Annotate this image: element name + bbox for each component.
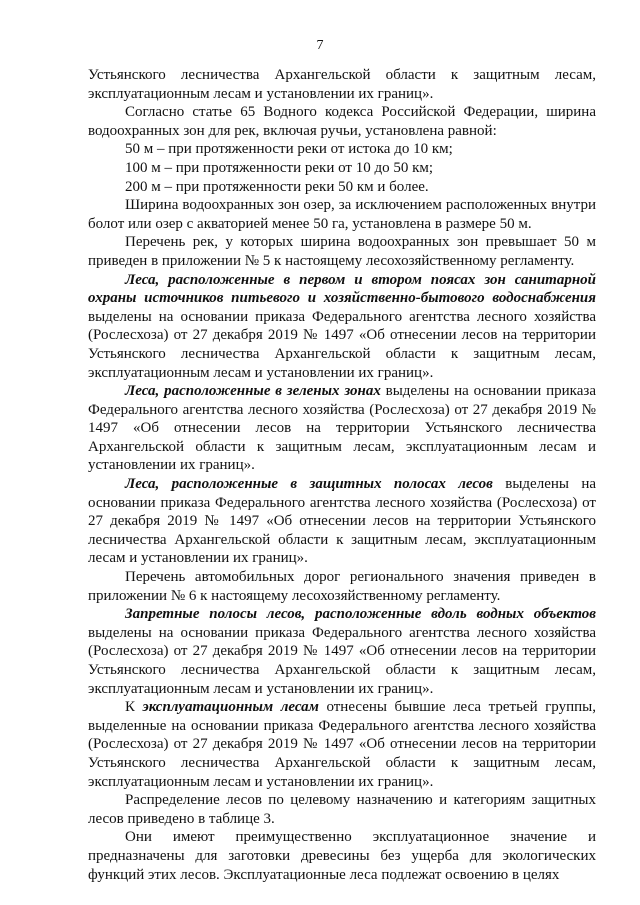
paragraph	[88, 475, 596, 568]
list-item	[88, 159, 596, 178]
emphasis: эксплуатационным лесам	[142, 699, 319, 716]
paragraph	[88, 233, 596, 270]
text-run: выделены на основании приказа Федерального агентства лесного хозяйства (Рослесхоза) от 27 декабря 2019 № 1497 «Об отнесении лесов на территории Устьянского лесничества Архангельской области к защитным лесам, эксплуатационным лесам и установлении их границ».	[88, 383, 596, 474]
text-run: Устьянского лесничества Архангельской области к защитным лесам, эксплуатационным лесам и установлении их границ».	[88, 67, 596, 102]
text-run: Перечень автомобильных дорог регионального значения приведен в приложении № 6 к настоящему лесохозяйственному регламенту.	[88, 569, 596, 604]
text-run: Ширина водоохранных зон озер, за исключением расположенных внутри болот или озер с акваторией менее 50 га, установлена в размере 50 м.	[88, 197, 596, 232]
emphasis: Запретные полосы лесов, расположенные вдоль водных объектов	[125, 606, 596, 623]
text-run: 100 м – при протяженности реки от 10 до 50 км;	[125, 159, 434, 176]
text-run: Распределение лесов по целевому назначению и категориям защитных лесов приведено в таблице 3.	[88, 792, 596, 827]
emphasis: Леса, расположенные в зеленых зонах	[125, 383, 381, 400]
paragraph	[88, 791, 596, 828]
emphasis: Леса, расположенные в первом и втором поясах зон санитарной охраны источников питьевого и хозяйственно-бытового водоснабжения	[88, 271, 596, 307]
paragraph	[88, 103, 596, 140]
text-run: выделены на основании приказа Федерального агентства лесного хозяйства (Рослесхоза) от 27 декабря 2019 № 1497 «Об отнесении лесов на территории Устьянского лесничества Архангельской области к защитным лесам, эксплуатационным лесам и установлении их границ».	[88, 308, 596, 381]
paragraph	[88, 568, 596, 605]
paragraph	[88, 605, 596, 698]
text-run: выделены на основании приказа Федерального агентства лесного хозяйства (Рослесхоза) от 27 декабря 2019 № 1497 «Об отнесении лесов на территории Устьянского лесничества Архангельской области к защитным лесам, эксплуатационным лесам и установлении их границ».	[88, 476, 597, 567]
text-run: 200 м – при протяженности реки 50 км и более.	[125, 178, 429, 195]
paragraph	[88, 382, 596, 475]
paragraph	[88, 828, 596, 884]
text-run: Согласно статье 65 Водного кодекса Российской Федерации, ширина водоохранных зон для рек, включая ручьи, установлена равной:	[88, 104, 596, 139]
text-run: Они имеют преимущественно эксплуатационное значение и предназначены для заготовки древесины без ущерба для экологических функций этих лесов. Эксплуатационные леса подлежат освоению в целях	[88, 829, 596, 883]
text-run: выделены на основании приказа Федерального агентства лесного хозяйства (Рослесхоза) от 27 декабря 2019 № 1497 «Об отнесении лесов на территории Устьянского лесничества Архангельской области к защитным лесам, эксплуатационным лесам и установлении их границ».	[88, 624, 596, 697]
emphasis: Леса, расположенные в защитных полосах лесов	[125, 476, 493, 493]
paragraph	[88, 698, 596, 791]
text-run: Перечень рек, у которых ширина водоохранных зон превышает 50 м приведен в приложении № 5 к настоящему лесохозяйственному регламенту.	[88, 234, 596, 269]
list-item	[88, 140, 596, 159]
text-run: К	[125, 699, 143, 716]
paragraph	[88, 271, 596, 383]
text-run: 50 м – при протяженности реки от истока до 10 км;	[125, 141, 453, 158]
paragraph	[88, 196, 596, 233]
list-item	[88, 178, 596, 197]
paragraph	[88, 66, 596, 103]
text-run: отнесены бывшие леса третьей группы, выделенные на основании приказа Федерального агентства лесного хозяйства (Рослесхоза) от 27 декабря 2019 № 1497 «Об отнесении лесов на территории Устьянского лесничества Архангельской области к защитным лесам, эксплуатационным лесам и установлении их границ».	[88, 699, 596, 790]
body-text	[88, 66, 596, 884]
page-number: 7	[316, 38, 324, 53]
